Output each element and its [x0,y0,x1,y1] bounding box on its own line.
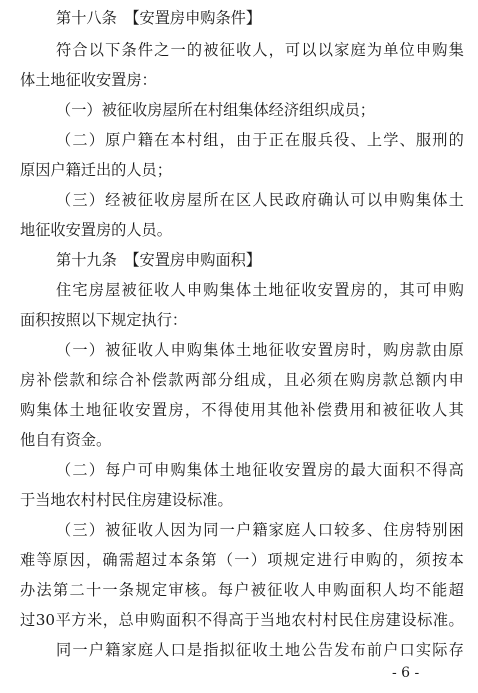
article-18-para-1-line-1: 符 合 以 下 条 件 之 一 的 被 征 收 人 ， 可 以 以 家 庭 为 单 位 申 购 集 [56,41,464,59]
page-number: - 6 - [392,665,420,681]
article-18-item-2-line-2: 原因户籍迁出的人员； [20,161,172,179]
article-19-item-3-line-1: （ 三 ） 被 征 收 人 因 为 同 一 户 籍 家 庭 人 口 较 多 、 住 房 特 别 困 [56,521,464,539]
article-19-item-2-line-2: 于当地农村村民住房建设标准。 [20,491,233,509]
article-19-item-3-line-2: 难 等 原 因 ， 确 需 超 过 本 条 第 （ 一 ） 项 规 定 进 行 申 购 的 ， 须 按 本 [20,551,464,569]
article-18-heading: 第十八条 【安置房申购条件】 [56,9,262,27]
article-18-item-3-line-1: （ 三 ） 经 被 征 收 房 屋 所 在 区 人 民 政 府 确 认 可 以 申 购 集 体 土 [56,191,464,209]
article-19-item-1-line-1: （ 一 ） 被 征 收 人 申 购 集 体 土 地 征 收 安 置 房 时 ， 购 房 款 由 原 [56,341,464,359]
article-19-para-1-line-2: 面积按照以下规定执行： [20,311,188,329]
article-18-para-1-line-2: 体土地征收安置房： [20,71,157,89]
article-18-item-1: （一）被征收房屋所在村组集体经济组织成员； [56,101,375,119]
article-19-heading: 第十九条 【安置房申购面积】 [56,251,262,269]
article-19-para-2-line-1: 同 一 户 籍 家 庭 人 口 是 指 拟 征 收 土 地 公 告 发 布 前 户 口 实 际 存 [56,641,464,659]
article-18-item-3-line-2: 地征收安置房的人员。 [20,221,172,239]
article-19-item-1-line-3: 购 集 体 土 地 征 收 安 置 房 ， 不 得 使 用 其 他 补 偿 费 用 和 被 征 收 人 其 [20,401,464,419]
article-19-item-3-line-4: 过 30 平 方 米 ， 总 申 购 面 积 不 得 高 于 当 地 农 村 村 民 住 房 建 设 标 准 。 [20,611,464,629]
article-18-item-2-line-1: （ 二 ） 原 户 籍 在 本 村 组 ， 由 于 正 在 服 兵 役 、 上 学 、 服 刑 的 [56,131,464,149]
article-19-item-1-line-4: 他自有资金。 [20,431,112,449]
article-19-para-1-line-1: 住 宅 房 屋 被 征 收 人 申 购 集 体 土 地 征 收 安 置 房 的 ， 其 可 申 购 [56,281,464,299]
article-19-item-3-line-3: 办 法 第 二 十 一 条 规 定 审 核 。 每 户 被 征 收 人 申 购 面 积 人 均 不 能 超 [20,581,464,599]
article-19-item-2-line-1: （ 二 ） 每 户 可 申 购 集 体 土 地 征 收 安 置 房 的 最 大 面 积 不 得 高 [56,461,464,479]
article-19-item-1-line-2: 房 补 偿 款 和 综 合 补 偿 款 两 部 分 组 成 ， 且 必 须 在 购 房 款 总 额 内 申 [20,371,464,389]
